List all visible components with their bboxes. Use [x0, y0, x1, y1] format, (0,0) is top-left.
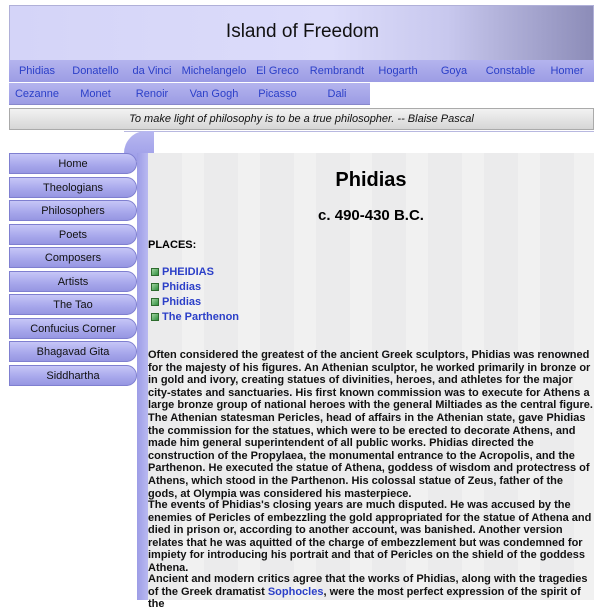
- paragraph-3: [148, 573, 594, 611]
- sidebar-edge-strip: [137, 153, 148, 600]
- nav-link-hogarth[interactable]: Hogarth: [378, 65, 418, 77]
- sidebar-item-poets[interactable]: Poets: [9, 224, 137, 245]
- artist-nav-row-2: [9, 83, 370, 105]
- place-link-phidias-1[interactable]: Phidias: [162, 280, 202, 293]
- sidebar-item-confucius-corner[interactable]: Confucius Corner: [9, 318, 137, 339]
- sidebar-item-artists[interactable]: Artists: [9, 271, 137, 292]
- nav-link-renoir[interactable]: Renoir: [135, 88, 169, 100]
- nav-link-michelangelo[interactable]: Michelangelo: [181, 65, 247, 77]
- sidebar-item-theologians[interactable]: Theologians: [9, 177, 137, 198]
- place-link-phidias-2[interactable]: Phidias: [162, 295, 202, 308]
- content-top-border: [124, 131, 594, 153]
- nav-link-picasso[interactable]: Picasso: [258, 88, 297, 100]
- nav-link-el-greco[interactable]: El Greco: [256, 65, 299, 77]
- paragraph-3-text-end: , were the most perfect expression of the spirit of the: [148, 585, 581, 611]
- quote-bar: To make light of philosophy is to be a true philosopher. -- Blaise Pascal: [9, 108, 594, 130]
- sidebar-item-bhagavad-gita[interactable]: Bhagavad Gita: [9, 341, 137, 362]
- paragraph-2: The events of Phidias's closing years are much disputed. He was accused by the enemies of Pericles of embezzling the gold appropriated for the statue of Athena and died in prison or, according to another account, was banished. Another version relates that he was aquitted of the charge of embezzlement but was condemned for impiety for introducing his portrait and that of Pericles on the shield of the goddess Athena.: [148, 499, 592, 574]
- nav-link-cezanne[interactable]: Cezanne: [14, 88, 60, 100]
- list-item: [151, 264, 239, 279]
- nav-link-dali[interactable]: Dali: [327, 88, 347, 100]
- nav-link-homer[interactable]: Homer: [550, 65, 584, 77]
- sidebar-nav: [9, 153, 137, 388]
- place-link-the-parthenon[interactable]: The Parthenon: [162, 310, 240, 323]
- place-link-pheidias[interactable]: PHEIDIAS: [162, 265, 214, 278]
- paragraph-1: Often considered the greatest of the ancient Greek sculptors, Phidias was renowned for the majesty of his figures. An Athenian sculptor, he worked primarily in bronze or in gold and ivory, creating statues of divinities, heroes, and athletes for the major city-states and sanctuaries. His first known commission was to execute for Athens a large bronze group of national heroes with the general Miltiades as the central figure. The Athenian statesman Pericles, head of affairs in the Athenian state, gave Phidias the commission for the statues, which were to be erected to decorate Athens, and made him general superintendent of all public works. Phidias directed the construction of the Propylaea, the monumental entrance to the Acropolis, and the Parthenon. He executed the statue of Athena, goddess of wisdom and protectress of Athens, which stood in the Parthenon. His colossal statue of Zeus, father of the gods, at Olympia was considered his masterpiece.: [148, 349, 593, 500]
- sidebar-item-composers[interactable]: Composers: [9, 247, 137, 268]
- nav-link-donatello[interactable]: Donatello: [72, 65, 119, 77]
- list-item: [151, 309, 239, 324]
- paragraph-3-text-start: Ancient and modern critics agree that the works of Phidias, along with the tragedies of the Greek dramatist: [148, 573, 588, 598]
- nav-link-rembrandt[interactable]: Rembrandt: [309, 65, 365, 77]
- list-item: [151, 294, 239, 309]
- green-bullet-icon: [151, 283, 159, 291]
- green-bullet-icon: [151, 268, 159, 276]
- nav-link-monet[interactable]: Monet: [80, 88, 111, 100]
- nav-link-van-gogh[interactable]: Van Gogh: [189, 88, 239, 100]
- main-content: [148, 153, 594, 611]
- sidebar-item-philosophers[interactable]: Philosophers: [9, 200, 137, 221]
- green-bullet-icon: [151, 298, 159, 306]
- sidebar-item-siddhartha[interactable]: Siddhartha: [9, 365, 137, 386]
- right-edge: [594, 131, 602, 600]
- list-item: [151, 279, 239, 294]
- nav-link-da-vinci[interactable]: da Vinci: [132, 65, 172, 77]
- artist-nav-row-1: [9, 60, 594, 82]
- nav-link-goya[interactable]: Goya: [440, 65, 468, 77]
- sidebar-item-the-tao[interactable]: The Tao: [9, 294, 137, 315]
- green-bullet-icon: [151, 313, 159, 321]
- nav-link-constable[interactable]: Constable: [485, 65, 536, 77]
- nav-link-phidias[interactable]: Phidias: [18, 65, 56, 77]
- places-list: [151, 264, 239, 324]
- site-title: Island of Freedom: [225, 21, 380, 42]
- page-subtitle: c. 490-430 B.C.: [318, 207, 424, 224]
- places-label: PLACES:: [148, 239, 197, 251]
- sophocles-link[interactable]: Sophocles: [267, 585, 324, 598]
- site-header: [9, 5, 594, 61]
- page-title: Phidias: [335, 169, 407, 191]
- sidebar-item-home[interactable]: Home: [9, 153, 137, 174]
